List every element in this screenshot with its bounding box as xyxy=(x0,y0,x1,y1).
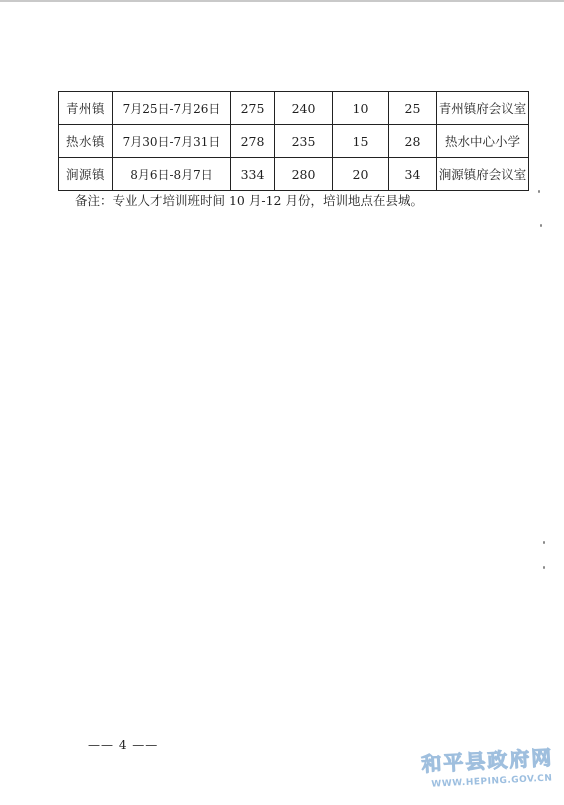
count-cell: 15 xyxy=(333,125,389,158)
count-cell: 275 xyxy=(231,92,275,125)
venue-cell: 青州镇府会议室 xyxy=(437,92,529,125)
count-cell: 25 xyxy=(389,92,437,125)
venue-cell: 热水中心小学 xyxy=(437,125,529,158)
site-watermark xyxy=(413,741,556,804)
count-cell: 34 xyxy=(389,158,437,191)
date-range-cell: 7月25日-7月26日 xyxy=(113,92,231,125)
town-cell: 青州镇 xyxy=(59,92,113,125)
count-cell: 235 xyxy=(275,125,333,158)
town-cell: 涧源镇 xyxy=(59,158,113,191)
table-row xyxy=(59,158,529,191)
count-cell: 10 xyxy=(333,92,389,125)
page-number: —— 4 —— xyxy=(88,738,159,752)
scan-speck xyxy=(543,541,545,544)
training-schedule-table xyxy=(58,91,529,191)
count-cell: 20 xyxy=(333,158,389,191)
count-cell: 28 xyxy=(389,125,437,158)
count-cell: 334 xyxy=(231,158,275,191)
scan-speck xyxy=(543,566,545,569)
table-note: 备注：专业人才培训班时间 10 月-12 月份，培训地点在县城。 xyxy=(75,193,423,208)
count-cell: 278 xyxy=(231,125,275,158)
date-range-cell: 8月6日-8月7日 xyxy=(113,158,231,191)
page-top-edge xyxy=(0,0,564,2)
town-cell: 热水镇 xyxy=(59,125,113,158)
count-cell: 280 xyxy=(275,158,333,191)
watermark-site-name: 和平县政府网 xyxy=(420,745,554,777)
table-row xyxy=(59,125,529,158)
scan-speck xyxy=(540,224,542,227)
watermark-url: WWW.HEPING.GOV.CN xyxy=(431,773,553,790)
count-cell: 240 xyxy=(275,92,333,125)
scan-speck xyxy=(538,190,540,193)
table-row xyxy=(59,92,529,125)
venue-cell: 涧源镇府会议室 xyxy=(437,158,529,191)
date-range-cell: 7月30日-7月31日 xyxy=(113,125,231,158)
